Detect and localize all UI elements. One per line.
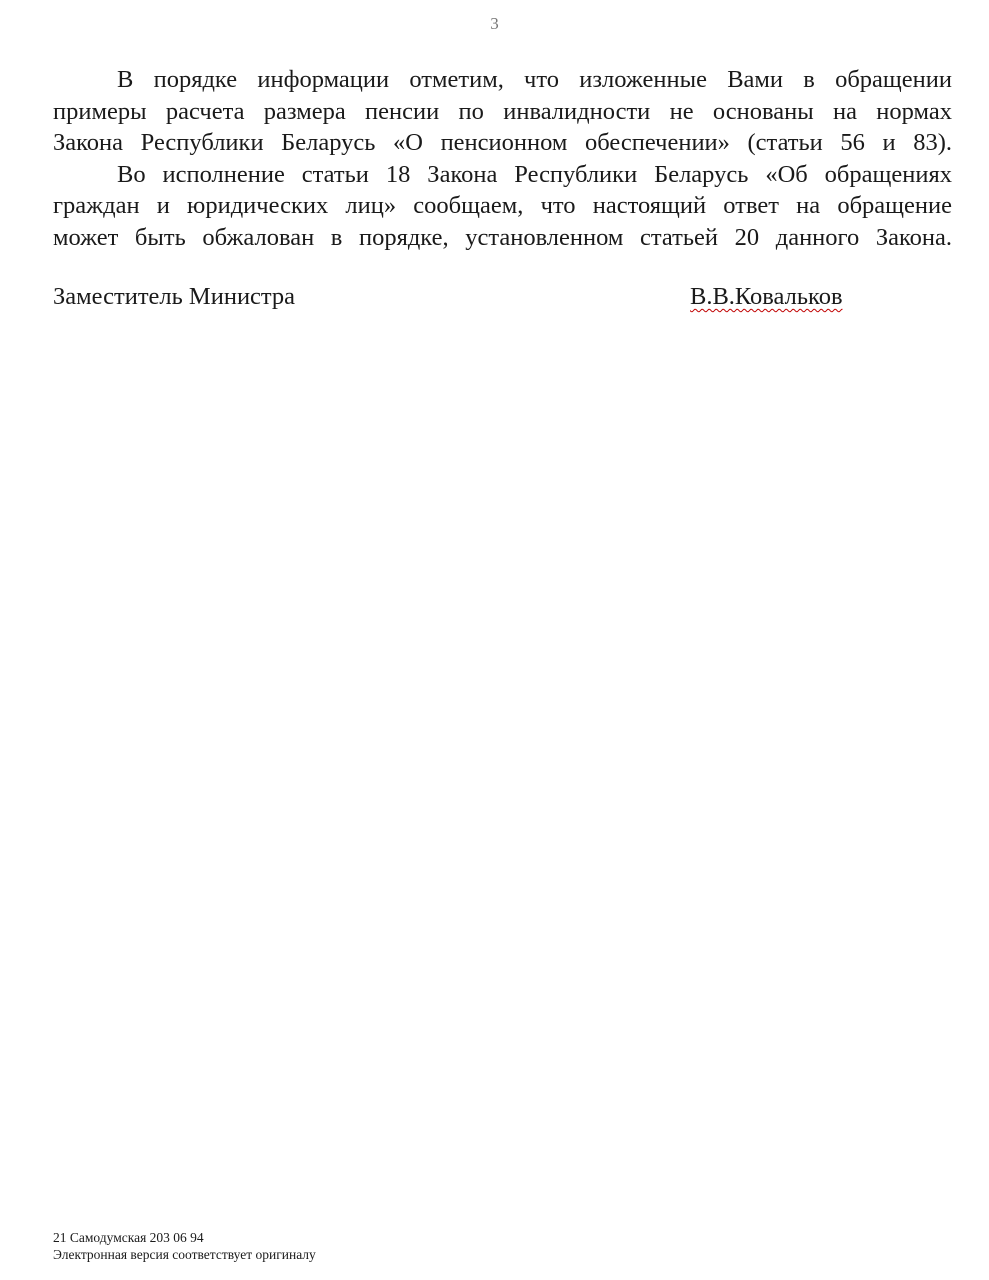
text-line: граждан и юридических лиц» сообщаем, что настоящий ответ на обращение [53,192,952,220]
text-line: Закона Республики Беларусь «О пенсионном обеспечении» (статьи 56 и 83). [53,129,952,157]
text-line: может быть обжалован в порядке, установленном статьей 20 данного Закона. [53,223,952,251]
footer [53,1229,316,1263]
electronic-version-note: Электронная версия соответствует оригиналу [53,1247,316,1262]
text-line: Во исполнение статьи 18 Закона Республики Беларусь «Об обращениях [117,160,952,188]
text-line: примеры расчета размера пенсии по инвалидности не основаны на нормах [53,97,952,125]
executor-contact: 21 Самодумская 203 06 94 [53,1230,204,1245]
paragraph-pension-examples [53,64,952,159]
signatory-name: В.В.Ковальков [690,283,843,310]
letter-body [53,64,952,254]
signatory-role: Заместитель Министра [53,283,296,310]
page-number: 3 [490,14,499,33]
paragraph-appeal-notice [53,159,952,254]
text-line: В порядке информации отметим, что изложенные Вами в обращении [117,66,952,93]
